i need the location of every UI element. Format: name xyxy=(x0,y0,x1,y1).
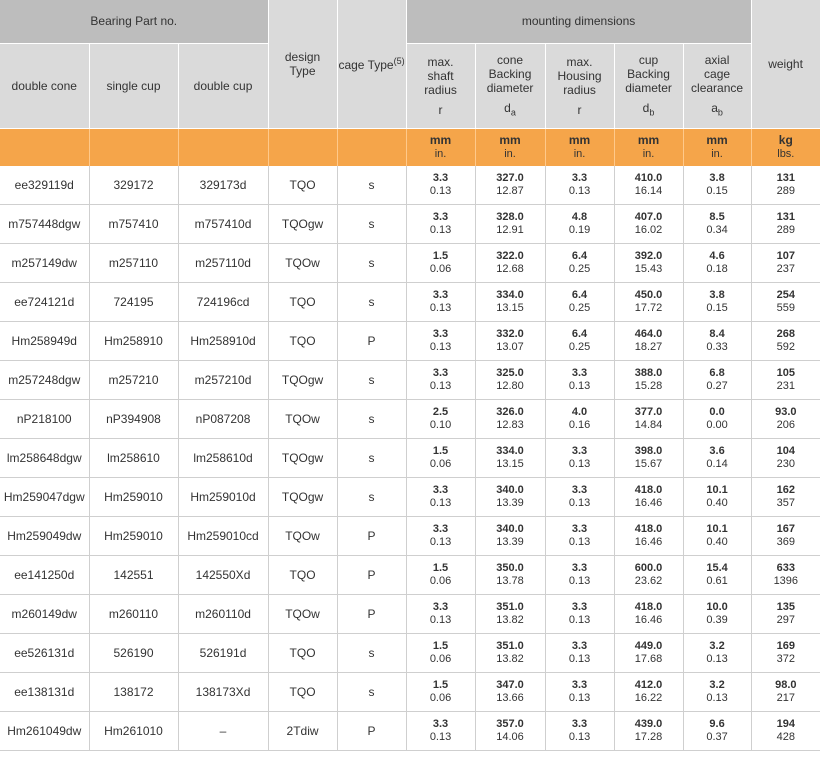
shaft-radius-header: max. shaft radius r xyxy=(406,43,475,128)
cup-backing-cell: 439.0 17.28 xyxy=(614,711,683,750)
double-cup-cell: nP087208 xyxy=(178,399,268,438)
table-row xyxy=(0,399,820,438)
design-type-header: design Type xyxy=(268,0,337,128)
axial-clearance-cell: 9.6 0.37 xyxy=(683,711,751,750)
double-cone-cell: lm258648dgw xyxy=(0,438,89,477)
design-cell: 2Tdiw xyxy=(268,711,337,750)
shaft-radius-cell: 3.3 0.13 xyxy=(406,166,475,205)
cage-cell: s xyxy=(337,672,406,711)
cage-cell: s xyxy=(337,360,406,399)
shaft-radius-cell: 3.3 0.13 xyxy=(406,204,475,243)
cone-backing-cell: 328.0 12.91 xyxy=(475,204,545,243)
single-cup-cell: Hm258910 xyxy=(89,321,178,360)
double-cone-cell: ee329119d xyxy=(0,166,89,205)
cone-backing-cell: 332.0 13.07 xyxy=(475,321,545,360)
single-cup-cell: m260110 xyxy=(89,594,178,633)
table-row xyxy=(0,516,820,555)
cage-cell: s xyxy=(337,438,406,477)
design-cell: TQOgw xyxy=(268,360,337,399)
cone-backing-cell: 322.0 12.68 xyxy=(475,243,545,282)
double-cup-cell: lm258610d xyxy=(178,438,268,477)
housing-radius-cell: 3.3 0.13 xyxy=(545,438,614,477)
cage-cell: s xyxy=(337,204,406,243)
housing-radius-header: max. Housing radius r xyxy=(545,43,614,128)
weight-cell: 633 1396 xyxy=(751,555,820,594)
single-cup-cell: m757410 xyxy=(89,204,178,243)
shaft-radius-cell: 2.5 0.10 xyxy=(406,399,475,438)
single-cup-cell: 142551 xyxy=(89,555,178,594)
cone-backing-cell: 325.0 12.80 xyxy=(475,360,545,399)
cup-backing-cell: 392.0 15.43 xyxy=(614,243,683,282)
table-row xyxy=(0,594,820,633)
cone-backing-cell: 326.0 12.83 xyxy=(475,399,545,438)
single-cup-cell: Hm259010 xyxy=(89,477,178,516)
double-cone-cell: ee724121d xyxy=(0,282,89,321)
design-cell: TQOgw xyxy=(268,477,337,516)
design-cell: TQO xyxy=(268,166,337,205)
axial-clearance-cell: 3.8 0.15 xyxy=(683,282,751,321)
table-row xyxy=(0,633,820,672)
double-cone-cell: m257248dgw xyxy=(0,360,89,399)
table-row xyxy=(0,243,820,282)
cage-type-header: cage Type$^{(5)}$ xyxy=(337,0,406,128)
shaft-radius-cell: 3.3 0.13 xyxy=(406,321,475,360)
housing-radius-cell: 6.4 0.25 xyxy=(545,282,614,321)
design-cell: TQO xyxy=(268,555,337,594)
double-cone-cell: nP218100 xyxy=(0,399,89,438)
weight-cell: 135 297 xyxy=(751,594,820,633)
axial-clearance-cell: 10.0 0.39 xyxy=(683,594,751,633)
axial-clearance-cell: 8.4 0.33 xyxy=(683,321,751,360)
design-cell: TQO xyxy=(268,672,337,711)
shaft-radius-cell: 1.5 0.06 xyxy=(406,438,475,477)
shaft-radius-cell: 3.3 0.13 xyxy=(406,360,475,399)
weight-cell: 104 230 xyxy=(751,438,820,477)
cage-cell: s xyxy=(337,633,406,672)
table-row xyxy=(0,477,820,516)
housing-radius-cell: 3.3 0.13 xyxy=(545,360,614,399)
cup-backing-cell: 449.0 17.68 xyxy=(614,633,683,672)
weight-cell: 131 289 xyxy=(751,166,820,205)
weight-cell: 162 357 xyxy=(751,477,820,516)
cup-backing-cell: 600.0 23.62 xyxy=(614,555,683,594)
housing-radius-cell: 3.3 0.13 xyxy=(545,555,614,594)
double-cone-cell: Hm259049dw xyxy=(0,516,89,555)
axial-clearance-cell: 3.6 0.14 xyxy=(683,438,751,477)
double-cone-cell: ee526131d xyxy=(0,633,89,672)
single-cup-cell: 329172 xyxy=(89,166,178,205)
axial-clearance-cell: 4.6 0.18 xyxy=(683,243,751,282)
cage-cell: s xyxy=(337,166,406,205)
double-cup-cell: 329173d xyxy=(178,166,268,205)
shaft-radius-cell: 3.3 0.13 xyxy=(406,516,475,555)
cup-backing-cell: 388.0 15.28 xyxy=(614,360,683,399)
table-row xyxy=(0,711,820,750)
double-cone-cell: m257149dw xyxy=(0,243,89,282)
double-cup-cell: – xyxy=(178,711,268,750)
double-cone-cell: Hm258949d xyxy=(0,321,89,360)
cage-cell: s xyxy=(337,399,406,438)
double-cup-cell: 526191d xyxy=(178,633,268,672)
cone-backing-cell: 351.0 13.82 xyxy=(475,594,545,633)
cup-backing-header: cup Backing diameter $d_b$ xyxy=(614,43,683,128)
cup-backing-cell: 407.0 16.02 xyxy=(614,204,683,243)
housing-radius-cell: 3.3 0.13 xyxy=(545,672,614,711)
double-cone-header: double cone xyxy=(0,43,89,128)
cone-backing-cell: 347.0 13.66 xyxy=(475,672,545,711)
single-cup-cell: m257210 xyxy=(89,360,178,399)
single-cup-cell: Hm259010 xyxy=(89,516,178,555)
shaft-radius-cell: 1.5 0.06 xyxy=(406,672,475,711)
cup-backing-cell: 412.0 16.22 xyxy=(614,672,683,711)
design-cell: TQOgw xyxy=(268,204,337,243)
cone-backing-cell: 334.0 13.15 xyxy=(475,282,545,321)
cone-backing-cell: 340.0 13.39 xyxy=(475,477,545,516)
axial-clearance-cell: 3.2 0.13 xyxy=(683,633,751,672)
single-cup-cell: lm258610 xyxy=(89,438,178,477)
cone-backing-cell: 351.0 13.82 xyxy=(475,633,545,672)
single-cup-cell: m257110 xyxy=(89,243,178,282)
cone-backing-header: cone Backing diameter $d_a$ xyxy=(475,43,545,128)
shaft-radius-cell: 3.3 0.13 xyxy=(406,594,475,633)
cone-backing-cell: 357.0 14.06 xyxy=(475,711,545,750)
cone-backing-cell: 334.0 13.15 xyxy=(475,438,545,477)
double-cone-cell: Hm259047dgw xyxy=(0,477,89,516)
double-cup-cell: m257210d xyxy=(178,360,268,399)
axial-clearance-cell: 15.4 0.61 xyxy=(683,555,751,594)
cage-cell: P xyxy=(337,594,406,633)
single-cup-cell: 526190 xyxy=(89,633,178,672)
table-row xyxy=(0,672,820,711)
shaft-radius-cell: 1.5 0.06 xyxy=(406,555,475,594)
double-cone-cell: ee138131d xyxy=(0,672,89,711)
housing-radius-cell: 3.3 0.13 xyxy=(545,166,614,205)
double-cup-cell: m257110d xyxy=(178,243,268,282)
housing-radius-cell: 3.3 0.13 xyxy=(545,516,614,555)
design-cell: TQOw xyxy=(268,399,337,438)
housing-radius-cell: 3.3 0.13 xyxy=(545,633,614,672)
cage-cell: P xyxy=(337,321,406,360)
housing-radius-cell: 3.3 0.13 xyxy=(545,477,614,516)
weight-cell: 98.0 217 xyxy=(751,672,820,711)
housing-radius-cell: 3.3 0.13 xyxy=(545,594,614,633)
housing-radius-cell: 4.8 0.19 xyxy=(545,204,614,243)
axial-clearance-cell: 3.8 0.15 xyxy=(683,166,751,205)
axial-clearance-cell: 10.1 0.40 xyxy=(683,516,751,555)
design-cell: TQOgw xyxy=(268,438,337,477)
table-row xyxy=(0,166,820,205)
cup-backing-cell: 410.0 16.14 xyxy=(614,166,683,205)
single-cup-cell: nP394908 xyxy=(89,399,178,438)
single-cup-cell: 724195 xyxy=(89,282,178,321)
cup-backing-cell: 464.0 18.27 xyxy=(614,321,683,360)
single-cup-cell: 138172 xyxy=(89,672,178,711)
cup-backing-cell: 398.0 15.67 xyxy=(614,438,683,477)
double-cup-cell: 724196cd xyxy=(178,282,268,321)
cage-cell: P xyxy=(337,711,406,750)
cage-cell: s xyxy=(337,282,406,321)
table-row xyxy=(0,321,820,360)
bearing-part-no-header: Bearing Part no. xyxy=(0,0,268,43)
axial-clearance-cell: 3.2 0.13 xyxy=(683,672,751,711)
table-row xyxy=(0,438,820,477)
double-cone-cell: m757448dgw xyxy=(0,204,89,243)
axial-clearance-cell: 6.8 0.27 xyxy=(683,360,751,399)
axial-clearance-cell: 8.5 0.34 xyxy=(683,204,751,243)
single-cup-cell: Hm261010 xyxy=(89,711,178,750)
table-row xyxy=(0,204,820,243)
cage-cell: s xyxy=(337,243,406,282)
design-cell: TQOw xyxy=(268,516,337,555)
weight-cell: 131 289 xyxy=(751,204,820,243)
weight-cell: 254 559 xyxy=(751,282,820,321)
cone-backing-cell: 350.0 13.78 xyxy=(475,555,545,594)
double-cone-cell: ee141250d xyxy=(0,555,89,594)
weight-cell: 268 592 xyxy=(751,321,820,360)
single-cup-header: single cup xyxy=(89,43,178,128)
shaft-radius-cell: 1.5 0.06 xyxy=(406,243,475,282)
weight-header: weight xyxy=(751,0,820,128)
shaft-radius-cell: 3.3 0.13 xyxy=(406,282,475,321)
design-cell: TQO xyxy=(268,282,337,321)
housing-radius-cell: 3.3 0.13 xyxy=(545,711,614,750)
cup-backing-cell: 377.0 14.84 xyxy=(614,399,683,438)
mounting-dimensions-header: mounting dimensions xyxy=(406,0,751,43)
cone-backing-cell: 340.0 13.39 xyxy=(475,516,545,555)
axial-clearance-cell: 0.0 0.00 xyxy=(683,399,751,438)
double-cone-cell: m260149dw xyxy=(0,594,89,633)
table-row xyxy=(0,282,820,321)
weight-cell: 93.0 206 xyxy=(751,399,820,438)
double-cup-cell: Hm259010d xyxy=(178,477,268,516)
weight-cell: 107 237 xyxy=(751,243,820,282)
weight-cell: 194 428 xyxy=(751,711,820,750)
double-cup-cell: Hm259010cd xyxy=(178,516,268,555)
cone-backing-cell: 327.0 12.87 xyxy=(475,166,545,205)
design-cell: TQO xyxy=(268,321,337,360)
housing-radius-cell: 4.0 0.16 xyxy=(545,399,614,438)
cage-cell: P xyxy=(337,516,406,555)
cup-backing-cell: 418.0 16.46 xyxy=(614,516,683,555)
housing-radius-cell: 6.4 0.25 xyxy=(545,243,614,282)
shaft-radius-cell: 3.3 0.13 xyxy=(406,477,475,516)
weight-cell: 169 372 xyxy=(751,633,820,672)
double-cone-cell: Hm261049dw xyxy=(0,711,89,750)
double-cup-cell: m260110d xyxy=(178,594,268,633)
design-cell: TQOw xyxy=(268,594,337,633)
shaft-radius-cell: 3.3 0.13 xyxy=(406,711,475,750)
axial-clearance-header: axial cage clearance $a_b$ xyxy=(683,43,751,128)
weight-cell: 105 231 xyxy=(751,360,820,399)
double-cup-cell: 142550Xd xyxy=(178,555,268,594)
axial-clearance-cell: 10.1 0.40 xyxy=(683,477,751,516)
double-cup-cell: m757410d xyxy=(178,204,268,243)
double-cup-cell: 138173Xd xyxy=(178,672,268,711)
design-cell: TQO xyxy=(268,633,337,672)
cup-backing-cell: 450.0 17.72 xyxy=(614,282,683,321)
shaft-radius-cell: 1.5 0.06 xyxy=(406,633,475,672)
table-row xyxy=(0,555,820,594)
housing-radius-cell: 6.4 0.25 xyxy=(545,321,614,360)
cup-backing-cell: 418.0 16.46 xyxy=(614,477,683,516)
table-row xyxy=(0,360,820,399)
double-cup-header: double cup xyxy=(178,43,268,128)
cup-backing-cell: 418.0 16.46 xyxy=(614,594,683,633)
design-cell: TQOw xyxy=(268,243,337,282)
cage-cell: s xyxy=(337,477,406,516)
units-row: mm in. mm in. mm in. mm in. mm in. kg lbs. xyxy=(0,128,820,166)
double-cup-cell: Hm258910d xyxy=(178,321,268,360)
cage-cell: P xyxy=(337,555,406,594)
weight-cell: 167 369 xyxy=(751,516,820,555)
